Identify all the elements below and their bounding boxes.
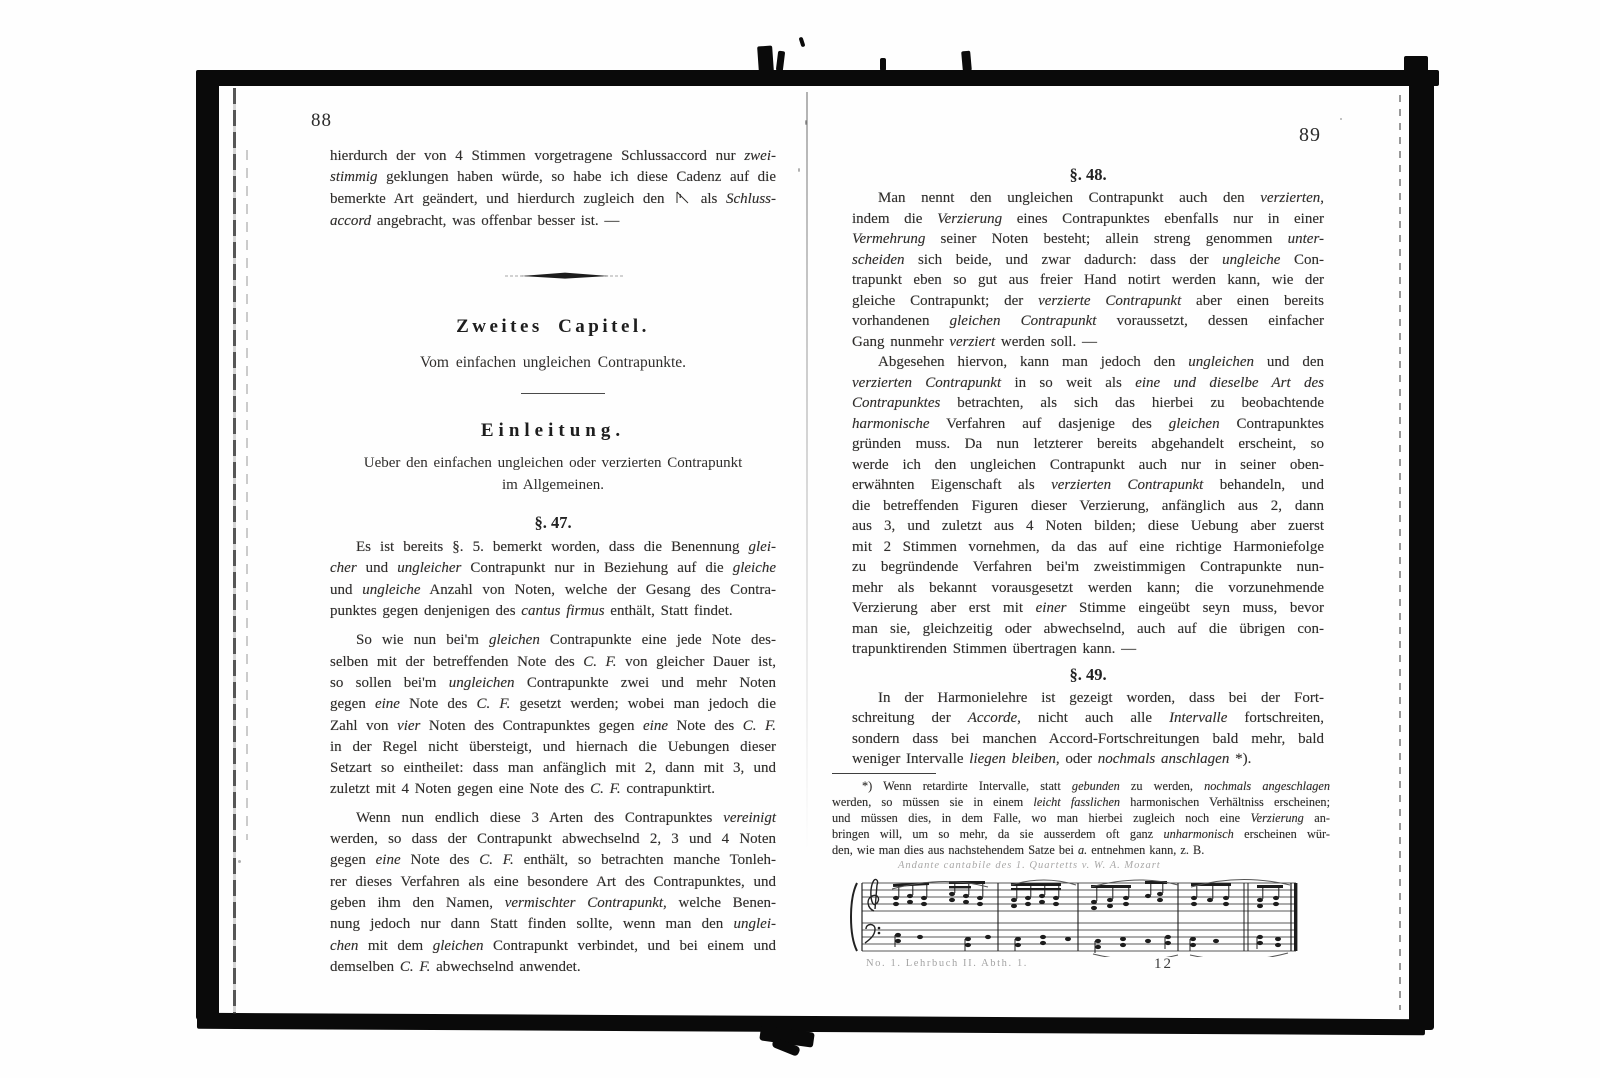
text-line: stimmig geklungen haben würde, so habe ich diese Cadenz auf die	[330, 169, 776, 186]
note-cluster	[893, 882, 929, 906]
text-line: accord angebracht, was offenbar besser ist. —	[330, 212, 620, 229]
binding-clamp-mark	[776, 51, 785, 72]
slur-curves	[892, 879, 1290, 957]
text-line: gegen eine Note des C. F. gesetzt werden; wobei man jedoch die	[330, 696, 776, 713]
text-line: gründen muss. Da nun letzterer bereits abgehandelt erscheint, so	[852, 436, 1324, 452]
music-score-figure	[848, 873, 1310, 957]
text-line: Setzart so eintheilet: dass man anfänglich mit 2, dann mit 3, und	[330, 760, 776, 777]
signature-mark: 12	[1154, 956, 1173, 972]
text-line: demselben C. F. abwechselnd anwendet.	[330, 958, 581, 975]
einleitung-subtitle-line2: im Allgemeinen.	[502, 477, 604, 494]
staff-brace	[851, 883, 857, 951]
text-line: Gang nunmehr verziert werden soll. —	[852, 333, 1097, 350]
text-line: in der Regel nicht übersteigt, und hiernach die Uebungen dieser	[330, 738, 776, 755]
note-cluster	[1257, 885, 1283, 908]
text-line: nung jedoch nur dann Statt finden sollte, wenn man den unglei-	[330, 916, 776, 933]
swelled-rule-divider	[505, 267, 625, 275]
paragraph	[852, 688, 1324, 770]
binding-clamp-mark	[961, 51, 972, 72]
text-line: mit 2 Stimmen vornehmen, da das auf eine richtige Harmoniefolge	[852, 538, 1324, 555]
text-line: aus 3, und zuletzt aus 4 Noten bilden; diese Uebung aber zuerst	[852, 518, 1324, 534]
text-line: weniger Intervalle liegen bleiben, oder nochmals anschlagen *).	[852, 751, 1252, 767]
text-line: cher und ungleicher Contrapunkt nur in Beziehung auf die gleiche	[330, 560, 777, 577]
text-line: Man nennt den ungleichen Contrapunkt auch den verzierten,	[878, 190, 1324, 206]
text-line: trapunkt eben so gut aus freier Hand notirt werden kann, wie der	[852, 272, 1324, 288]
text-line: vorhandenen gleichen Contrapunkt voraussetzt, dessen einfacher	[852, 313, 1324, 329]
text-line: gegen eine Note des C. F. enthält, so betrachten manche Tonleh-	[330, 852, 776, 869]
page-number-right: 89	[1299, 124, 1321, 146]
left-text-column	[330, 146, 776, 978]
page-edge-line	[1399, 95, 1401, 1010]
text-line: selben mit der betreffenden Note des C. F. von gleicher Dauer ist,	[330, 653, 777, 670]
note-cluster	[1191, 883, 1231, 906]
text-line: Abgesehen hiervon, kann man jedoch den ungleichen und den	[878, 354, 1324, 370]
text-line: trapunktirenden Stimmen übertragen kann. —	[852, 641, 1137, 657]
binding-clamp-mark	[880, 58, 886, 71]
section-49-heading: §. 49.	[1069, 664, 1107, 684]
text-line: Es ist bereits §. 5. bemerkt worden, dass die Benennung glei-	[356, 539, 776, 556]
ink-speck	[805, 120, 807, 125]
einleitung-heading: Einleitung.	[480, 420, 626, 442]
score-caption: Andante cantabile des 1. Quartetts v. W. A. Mozart	[898, 859, 1161, 871]
text-line: Zahl von vier Noten des Contrapunktes gegen eine Note des C. F.	[330, 717, 776, 734]
text-line: harmonische Verfahren auf dasjenige des gleichen Contrapunktes	[852, 415, 1324, 432]
right-text-column	[832, 164, 1331, 962]
text-line: man sie, gleichzeitig oder abwechselnd, auch auf die übrigen con-	[852, 620, 1324, 637]
text-line: erwähnten Eigenschaft als verzierten Contrapunkt behandeln, und	[852, 477, 1324, 493]
chapter-subtitle: Vom einfachen ungleichen Contrapunkte.	[419, 354, 687, 372]
text-line: Vermehrung seiner Noten besteht; allein streng genommen unter-	[852, 231, 1324, 247]
text-line: gleiche Contrapunkt; der verzierte Contrapunkt aber einen bereits	[852, 292, 1324, 309]
book-gutter-shadow	[806, 92, 808, 957]
book-edge-right	[1409, 72, 1434, 1030]
page-edge-line	[233, 88, 236, 1014]
text-line: die betreffenden Figuren dieser Verzierung, anfänglich aus 2, dann	[852, 497, 1324, 514]
triad-chord-symbol-icon	[675, 190, 690, 211]
page-number-left: 88	[311, 110, 332, 131]
text-line: und müssen dies, in dem Falle, wo man hierbei zugleich noch eine Verzierung an-	[832, 810, 1330, 825]
ink-speck	[798, 168, 800, 172]
footnote-rule	[832, 773, 936, 774]
book-edge-left	[196, 70, 219, 1020]
text-line: punktes gegen denjenigen des cantus firmus enthält, Statt findet.	[330, 603, 733, 620]
ink-speck	[1340, 118, 1342, 120]
printer-imprint: No. 1. Lehrbuch II. Abth. 1.	[866, 958, 1029, 969]
paragraph	[330, 630, 776, 800]
text-line: rer dieses Verfahren als eine besondere Art des Contrapunktes, und	[330, 873, 776, 890]
text-line: und ungleiche Anzahl von Noten, welche der Gesang des Contra-	[330, 581, 777, 598]
text-line: werden, so müssen sie in einem leicht fasslichen harmonischen Verhältniss erscheinen;	[832, 794, 1330, 809]
ink-speck	[799, 37, 806, 48]
text-line: *) Wenn retardirte Intervalle, statt gebunden zu werden, nochmals angeschlagen	[862, 778, 1330, 793]
section-47-heading: §. 47.	[534, 513, 572, 533]
text-line: So wie nun bei'm gleichen Contrapunkte eine jede Note des-	[356, 632, 776, 649]
text-line: geben ihm den Namen, vermischter Contrapunkt, welche Benen-	[330, 894, 776, 911]
text-line: mehr als bekannt vorausgesetzt werden kann; die vorzunehmende	[852, 579, 1324, 596]
treble-clef-icon	[868, 879, 878, 911]
text-line: zu begründende Verfahren bei'm zweistimmigen Contrapunkte nun-	[852, 559, 1324, 575]
paragraph-continuation	[330, 146, 776, 232]
text-line: werden, so dass der Contrapunkt abwechselnd 2, 3 und 4 Noten	[330, 831, 776, 848]
paragraph	[330, 808, 776, 978]
ink-speck	[238, 860, 241, 863]
chapter-heading: Zweites Capitel.	[456, 316, 650, 338]
text-line: Wenn nun endlich diese 3 Arten des Contrapunktes vereinigt	[356, 809, 776, 826]
text-line: scheiden sich beide, und zwar dadurch: dass der ungleiche Con-	[852, 251, 1324, 268]
text-line: schreitung der Accorde, nicht auch alle Intervalle fortschreiten,	[852, 710, 1324, 726]
text-line: Contrapunktes betrachten, als sich das hierbei zu beobachtende	[852, 395, 1324, 411]
text-line: verzierten Contrapunkt in so weit als eine und dieselbe Art des	[852, 374, 1324, 391]
book-edge-top	[196, 70, 1439, 86]
einleitung-subtitle-line1: Ueber den einfachen ungleichen oder verzierten Contrapunkt	[363, 455, 743, 472]
text-line: bringen will, um so mehr, da sie ausserdem oft ganz unharmonisch erscheinen wür-	[832, 826, 1331, 841]
text-line: hierdurch der von 4 Stimmen vorgetragene Schlussaccord nur zwei-	[330, 148, 776, 164]
text-line: chen mit dem gleichen Contrapunkt verbindet, und bei einem und	[330, 937, 776, 954]
section-48-heading: §. 48.	[1069, 165, 1107, 184]
binding-clamp-mark	[1404, 56, 1428, 72]
text-line: indem die Verzierung eines Contrapunktes ebenfalls nur in einer	[852, 210, 1324, 227]
bass-clef-icon	[865, 924, 875, 943]
footnote	[832, 778, 1330, 858]
text-line: zuletzt mit 4 Noten gegen eine Note des C. F. contrapunktirt.	[330, 781, 716, 798]
text-line: werde ich den ungleichen Contrapunkt auch nur in seiner oben-	[852, 456, 1324, 473]
thin-rule-divider	[521, 393, 605, 394]
paragraph	[852, 188, 1324, 352]
text-line: bemerkte Art geändert, und hierdurch zugleich den als Schluss-	[330, 189, 776, 211]
page-edge-line	[246, 150, 248, 840]
text-line: In der Harmonielehre ist gezeigt worden, dass bei der Fort-	[878, 689, 1324, 706]
note-cluster	[1091, 885, 1131, 910]
text-line: den, wie man dies aus nachstehendem Satze bei a. entnehmen kann, z. B.	[832, 842, 1205, 857]
note-cluster	[1145, 881, 1167, 902]
text-line: sondern dass bei manchen Accord-Fortschreitungen bald mehr, bald	[852, 730, 1324, 747]
paragraph	[330, 537, 776, 622]
text-line: Verzierung aber erst mit einer Stimme eingeübt seyn muss, bevor	[852, 600, 1324, 616]
note-cluster	[895, 932, 1281, 952]
paragraph	[852, 352, 1324, 660]
text-line: so sollen bei'm ungleichen Contrapunkte zwei und mehr Noten	[330, 674, 776, 691]
binding-clamp-mark	[757, 46, 774, 73]
